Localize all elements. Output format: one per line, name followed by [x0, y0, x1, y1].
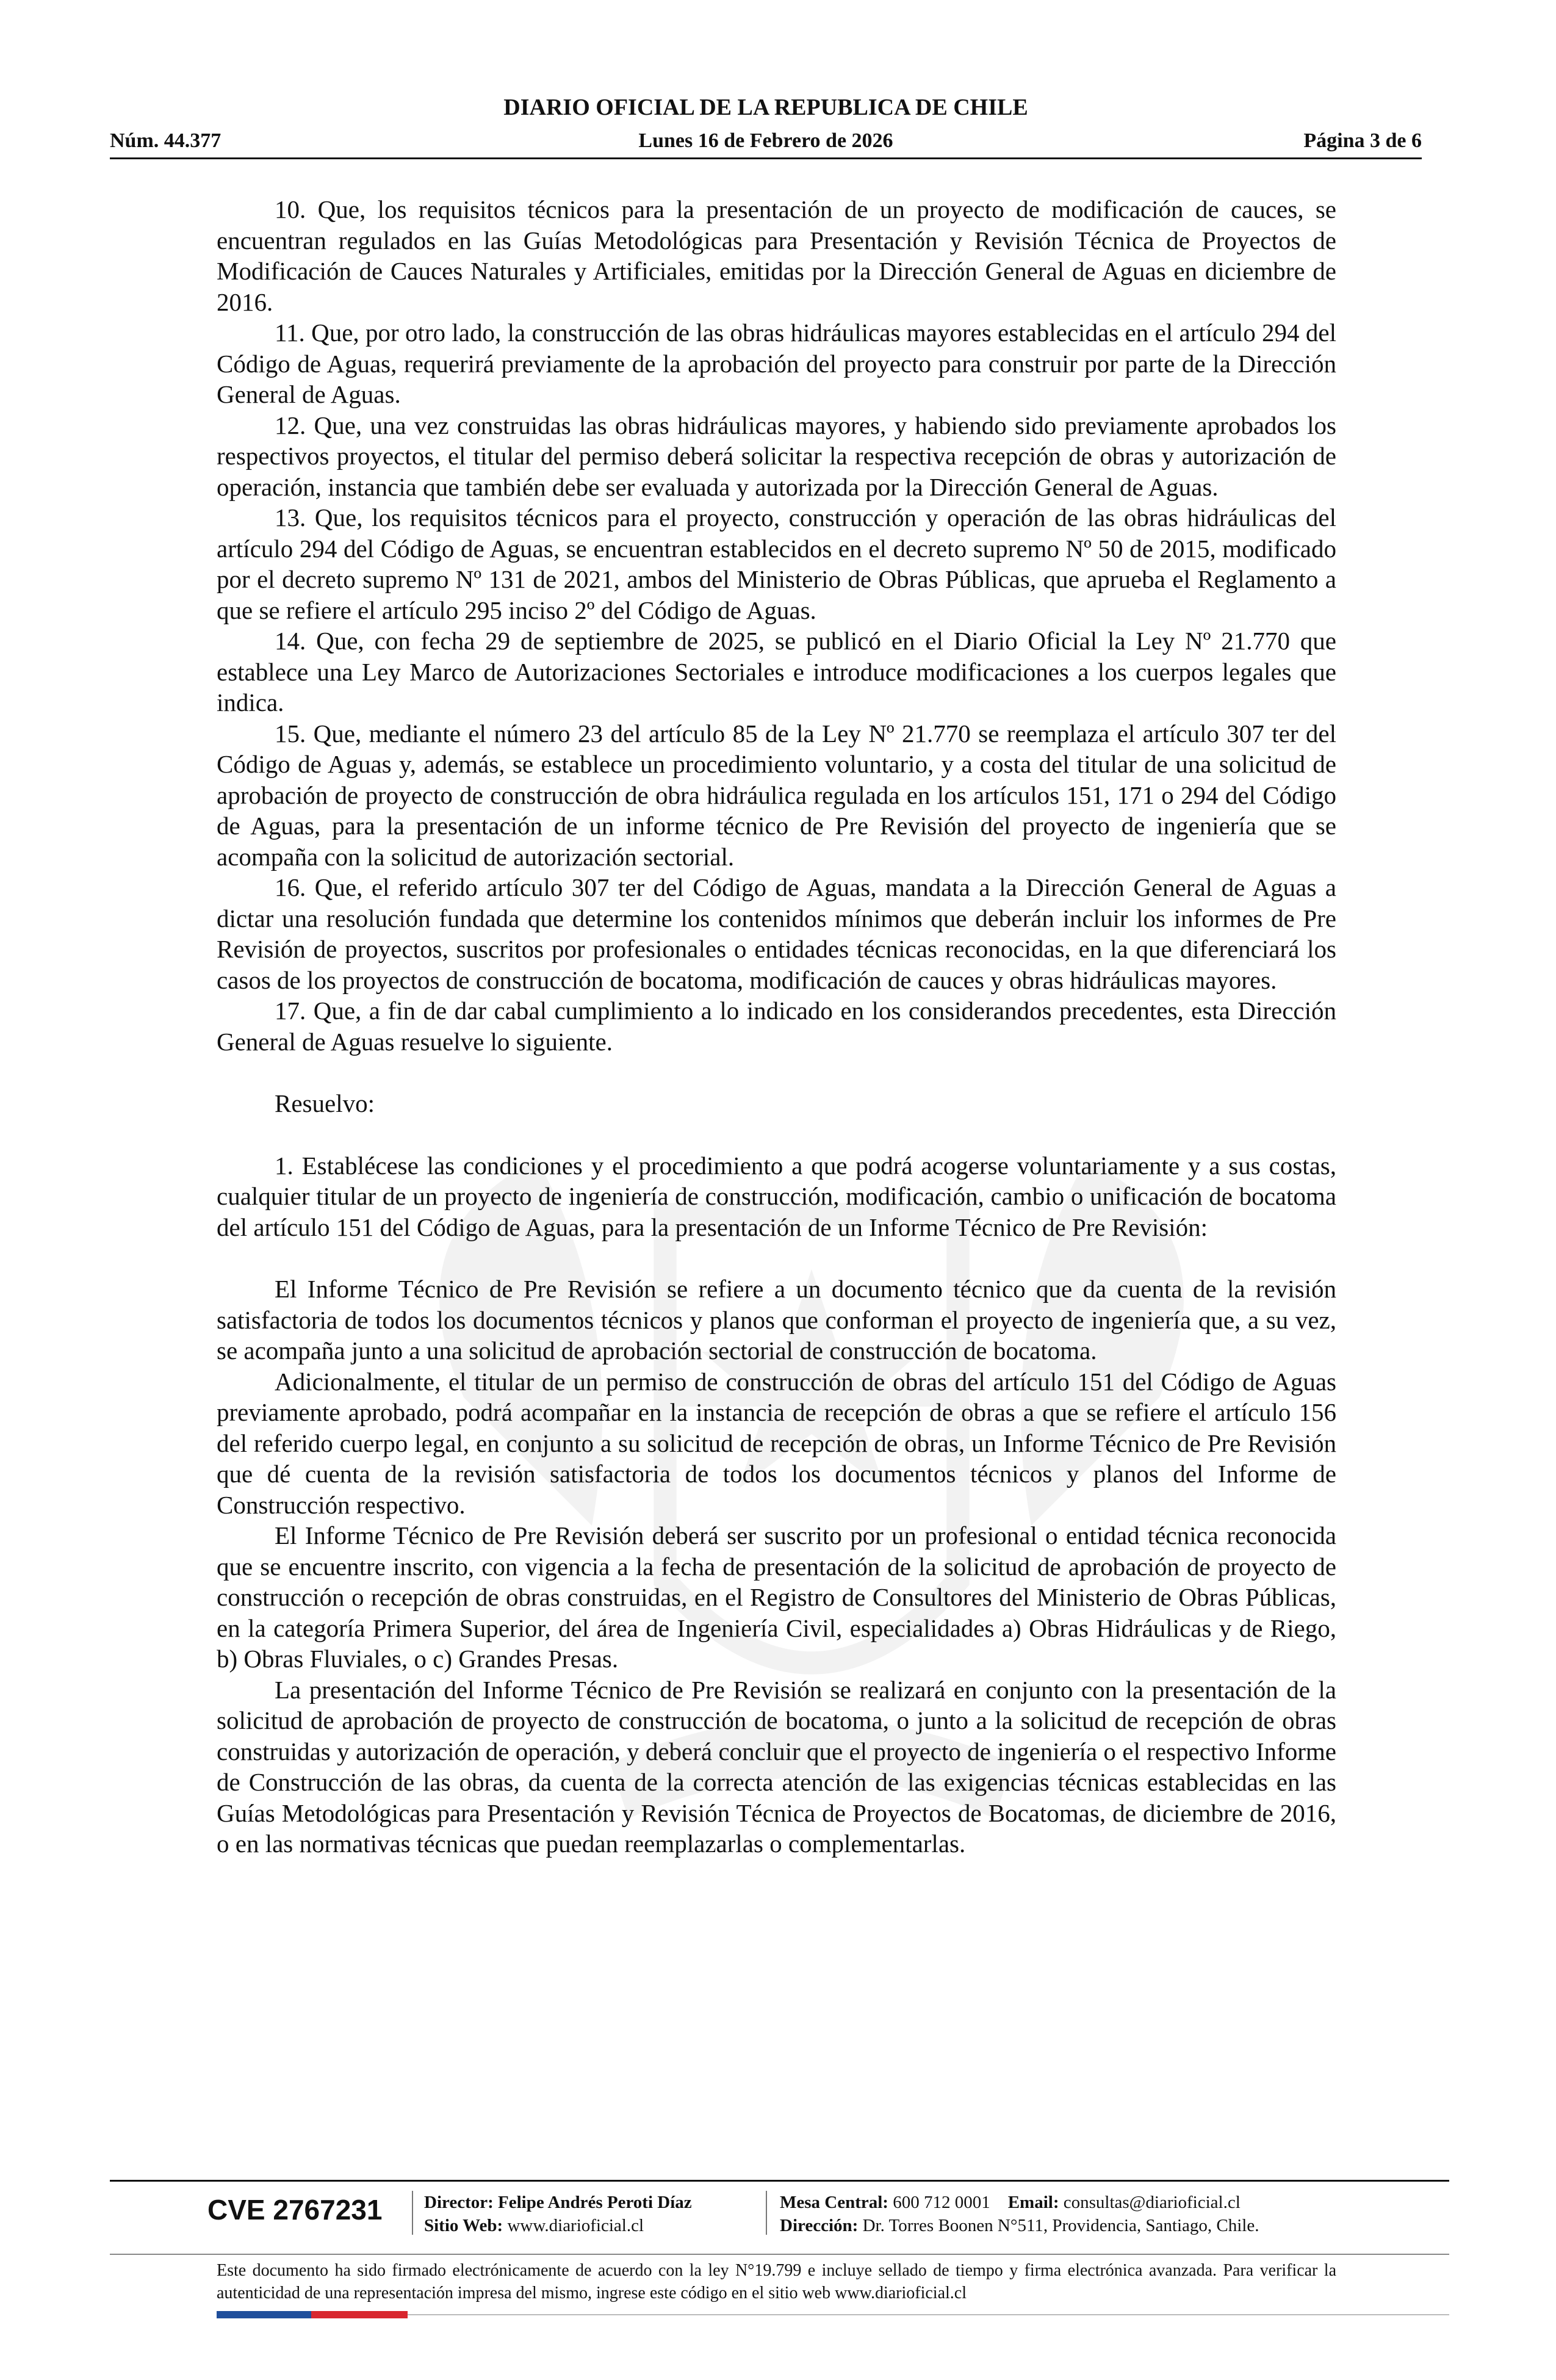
address-text: Dr. Torres Boonen N°511, Providencia, Santiago, Chile. [862, 2216, 1259, 2235]
header-divider [110, 157, 1422, 159]
phone-number: 600 712 0001 [893, 2193, 990, 2212]
bottom-rule [408, 2314, 1449, 2315]
footer-inner-divider [110, 2254, 1449, 2255]
director-label: Director: [424, 2193, 494, 2212]
address-label: Dirección: [780, 2216, 859, 2235]
paragraph-15: 15. Que, mediante el número 23 del artículo 85 de la Ley Nº 21.770 se reemplaza el artículo 307 ter del Código de Aguas y, además, se establece un procedimiento voluntario, y a costa del titular de una solicitud de aprobación de proyecto de construcción de obra hidráulica regulada en los artículos 151, 171 o 294 del Código de Aguas, para la presentación de un informe técnico de Pre Revisión del proyecto de ingeniería que se acompaña con la solicitud de autorización sectorial. [217, 719, 1336, 871]
issue-date: Lunes 16 de Febrero de 2026 [638, 129, 893, 152]
paragraph-17: 17. Que, a fin de dar cabal cumplimiento a lo indicado en los considerandos precedentes, esta Dirección General de Aguas resuelve lo siguiente. [217, 997, 1336, 1056]
phone-label: Mesa Central: [780, 2193, 888, 2212]
director-name: Felipe Andrés Peroti Díaz [498, 2193, 692, 2212]
cve-code: CVE 2767231 [207, 2194, 383, 2226]
document-body [217, 194, 1336, 1859]
page-footer [110, 2186, 1449, 2253]
resolution-paragraph: El Informe Técnico de Pre Revisión deberá ser suscrito por un profesional o entidad técnica reconocida que se encuentre inscrito, con vigencia a la fecha de presentación de la solicitud de aprobación de proyecto de construcción o recepción de obras construidas, en el Registro de Consultores del Ministerio de Obras Públicas, en la categoría Primera Superior, del área de Ingeniería Civil, especialidades a) Obras Hidráulicas y de Riego, b) Obras Fluviales, o c) Grandes Presas. [217, 1521, 1336, 1673]
flag-stripe-red [311, 2311, 408, 2318]
paragraph-10: 10. Que, los requisitos técnicos para la presentación de un proyecto de modificación de cauces, se encuentran regulados en las Guías Metodológicas para Presentación y Revisión Técnica de Proyectos de Modificación de Cauces Naturales y Artificiales, emitidas por la Dirección General de Aguas en diciembre de 2016. [217, 195, 1336, 316]
resolution-paragraph: El Informe Técnico de Pre Revisión se refiere a un documento técnico que da cuenta de la revisión satisfactoria de todos los documentos técnicos y planos que conforman el proyecto de ingeniería que, a su vez, se acompaña junto a una solicitud de aprobación sectorial de construcción de bocatoma. [217, 1275, 1336, 1365]
legal-notice: Este documento ha sido firmado electrónicamente de acuerdo con la ley N°19.799 e incluye sellado de tiempo y firma electrónica avanzada. Para verificar la autenticidad de una representación impresa del mismo, ingrese este código en el sitio web www.diarioficial.cl [217, 2261, 1336, 2302]
footer-separator [412, 2191, 413, 2235]
resolution-paragraph: La presentación del Informe Técnico de Pre Revisión se realizará en conjunto con la presentación de la solicitud de aprobación de proyecto de construcción de bocatoma, o junto a la solicitud de recepción de obras construidas y autorización de operación, y deberá concluir que el proyecto de ingeniería o el respectivo Informe de Construcción de las obras, da cuenta de la correcta atención de las exigencias técnicas establecidas en las Guías Metodológicas para Presentación y Revisión Técnica de Proyectos de Bocatomas, de diciembre de 2016, o en las normativas técnicas que puedan reemplazarlas o complementarlas. [217, 1675, 1336, 1858]
email-label: Email: [1007, 2193, 1059, 2212]
footer-contact-block [780, 2191, 1259, 2237]
email-link[interactable]: consultas@diarioficial.cl [1063, 2193, 1241, 2212]
paragraph-13: 13. Que, los requisitos técnicos para el proyecto, construcción y operación de las obras hidráulicas del artículo 294 del Código de Aguas, se encuentran establecidos en el decreto supremo Nº 50 de 2015, modificado por el decreto supremo Nº 131 de 2021, ambos del Ministerio de Obras Públicas, que aprueba el Reglamento a que se refiere el artículo 295 inciso 2º del Código de Aguas. [217, 503, 1336, 624]
flag-stripe-blue [217, 2311, 311, 2318]
paragraph-14: 14. Que, con fecha 29 de septiembre de 2025, se publicó en el Diario Oficial la Ley Nº 21.770 que establece una Ley Marco de Autorizaciones Sectoriales e introduce modificaciones a los cuerpos legales que indica. [217, 627, 1336, 716]
resolution-heading: Resuelvo: [275, 1089, 375, 1117]
footer-separator [766, 2191, 767, 2235]
resolution-paragraph: Adicionalmente, el titular de un permiso de construcción de obras del artículo 151 del Código de Aguas previamente aprobado, podrá acompañar en la instancia de recepción de obras a que se refiere el artículo 156 del referido cuerpo legal, en conjunto a su solicitud de recepción de obras, un Informe Técnico de Pre Revisión que dé cuenta de la revisión satisfactoria de todos los documentos técnicos y planos del Informe de Construcción respectivo. [217, 1367, 1336, 1519]
paragraph-12: 12. Que, una vez construidas las obras hidráulicas mayores, y habiendo sido previamente aprobados los respectivos proyectos, el titular del permiso deberá solicitar la respectiva recepción de obras y autorización de operación, instancia que también debe ser evaluada y autorizada por la Dirección General de Aguas. [217, 411, 1336, 501]
page-number: Página 3 de 6 [1303, 129, 1422, 152]
issue-number: Núm. 44.377 [110, 129, 222, 152]
paragraph-11: 11. Que, por otro lado, la construcción de las obras hidráulicas mayores establecidas en el artículo 294 del Código de Aguas, requerirá previamente de la aprobación del proyecto para construir por parte de la Dirección General de Aguas. [217, 319, 1336, 408]
paragraph-16: 16. Que, el referido artículo 307 ter del Código de Aguas, mandata a la Dirección General de Aguas a dictar una resolución fundada que determine los contenidos mínimos que deberán incluir los informes de Pre Revisión de proyectos, suscritos por profesionales o entidades técnicas reconocidas, en la que diferenciará los casos de los proyectos de construcción de bocatoma, modificación de cauces y obras hidráulicas mayores. [217, 873, 1336, 994]
website-link[interactable]: www.diarioficial.cl [507, 2216, 644, 2235]
footer-divider [110, 2180, 1449, 2182]
website-label: Sitio Web: [424, 2216, 503, 2235]
page-header [110, 92, 1422, 159]
newspaper-title: DIARIO OFICIAL DE LA REPUBLICA DE CHILE [503, 95, 1028, 120]
footer-director-block [424, 2191, 692, 2237]
resolution-intro: 1. Establécese las condiciones y el procedimiento a que podrá acogerse voluntariamente y a sus costas, cualquier titular de un proyecto de ingeniería de construcción, modificación, cambio o unificación de bocatoma del artículo 151 del Código de Aguas, para la presentación de un Informe Técnico de Pre Revisión: [217, 1151, 1336, 1241]
